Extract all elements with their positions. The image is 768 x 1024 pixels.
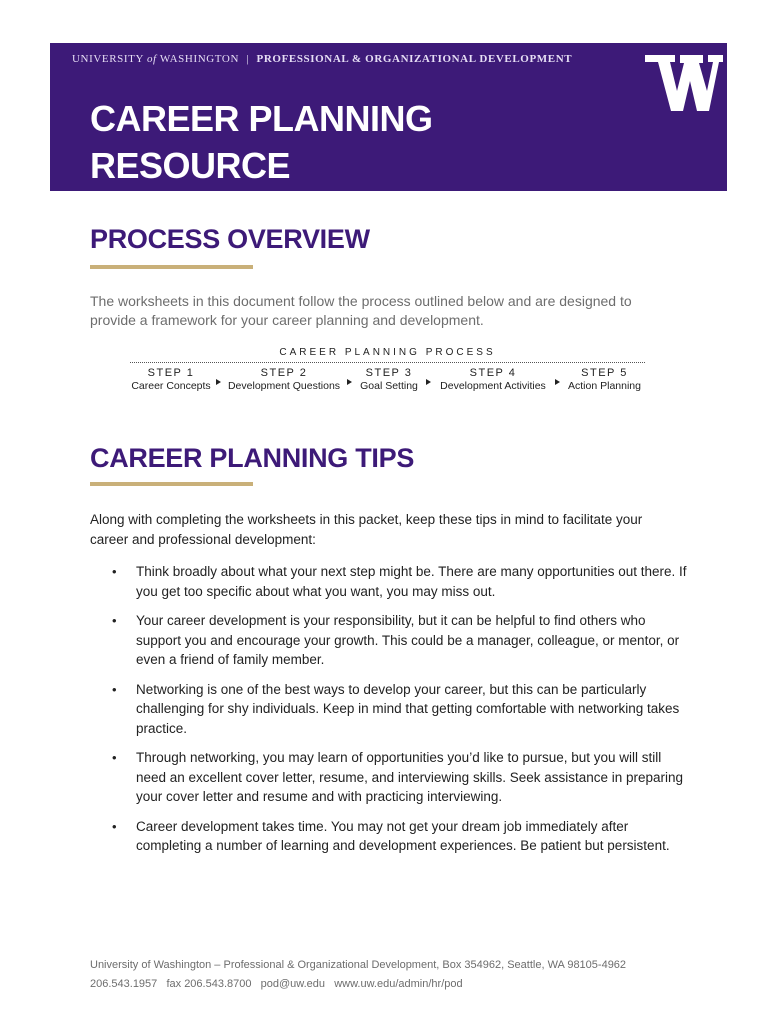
process-step-4	[435, 367, 551, 392]
tip-text: Through networking, you may learn of opportunities you’d like to pursue, but you will still need an excellent cover letter, resume, and interviewing skills. Seek assistance in preparing your cover letter and resume and with practicing interviewing.	[136, 750, 684, 804]
institution-name-post: WASHINGTON	[159, 53, 240, 65]
step-arrow-icon	[347, 379, 352, 385]
step-name: Development Activities	[440, 380, 546, 392]
step-name: Development Questions	[227, 380, 341, 392]
process-overview-rule	[90, 265, 253, 269]
process-overview-heading: PROCESS OVERVIEW	[90, 224, 370, 254]
process-diagram-rule	[130, 362, 645, 363]
tip-text: Career development takes time. You may not get your dream job immediately after completing a number of learning and development experiences. Be patient but persistent.	[136, 818, 670, 853]
process-intro-text: The worksheets in this document follow the process outlined below and are designed to provide a framework for your career planning and development.	[90, 293, 632, 328]
bullet-icon: •	[112, 613, 117, 628]
list-item	[112, 817, 687, 856]
bullet-icon: •	[112, 750, 117, 765]
header-banner	[50, 43, 727, 191]
process-diagram-title: CAREER PLANNING PROCESS	[279, 347, 496, 358]
footer-contact: 206.543.1957 fax 206.543.8700 pod@uw.edu www.uw.edu/admin/hr/pod	[90, 978, 463, 990]
step-name: Goal Setting	[360, 380, 418, 392]
step-number: STEP 5	[581, 367, 628, 379]
process-step-1	[130, 367, 212, 392]
list-item	[112, 748, 687, 807]
institution-line	[72, 53, 572, 65]
process-step-2	[226, 367, 342, 392]
step-number: STEP 1	[147, 367, 195, 379]
process-steps	[130, 367, 645, 397]
institution-name-pre: UNIVERSITY	[72, 53, 144, 65]
list-item	[112, 680, 687, 739]
document-title	[90, 95, 433, 189]
document-title-line1: CAREER PLANNING	[90, 98, 433, 139]
step-arrow-icon	[216, 379, 221, 385]
step-number: STEP 4	[469, 367, 517, 379]
list-item	[112, 562, 687, 601]
bullet-icon: •	[112, 564, 117, 579]
tip-text: Networking is one of the best ways to develop your career, but this can be particularly challenging for shy individuals. Keep in mind that getting comfortable with networking takes practice.	[136, 681, 680, 736]
bullet-icon: •	[112, 818, 117, 834]
institution-name-of: of	[146, 53, 157, 65]
tip-text: Think broadly about what your next step might be. There are many opportunities out there. If you get too specific about what you want, you may miss out.	[136, 564, 687, 599]
list-item	[112, 611, 687, 670]
institution-separator: |	[246, 53, 250, 65]
uw-w-logo-icon	[645, 51, 723, 115]
step-number: STEP 3	[365, 367, 413, 379]
footer-address: University of Washington – Professional & Organizational Development, Box 354962, Seattle, WA 98105-4962	[90, 959, 627, 971]
process-step-5	[564, 367, 645, 392]
step-number: STEP 2	[260, 367, 308, 379]
tips-list	[112, 562, 687, 866]
process-step-3	[356, 367, 422, 392]
step-arrow-icon	[555, 379, 560, 385]
step-name: Action Planning	[568, 380, 641, 392]
document-title-line2: RESOURCE	[90, 145, 291, 186]
career-tips-rule	[90, 482, 253, 486]
bullet-icon: •	[112, 681, 117, 697]
career-tips-heading: CAREER PLANNING TIPS	[90, 443, 415, 473]
page-footer	[90, 956, 690, 994]
tips-lead-text: Along with completing the worksheets in this packet, keep these tips in mind to facilitate your career and professional development:	[90, 512, 643, 547]
step-arrow-icon	[426, 379, 431, 385]
tip-text: Your career development is your responsibility, but it can be helpful to find others who support you and encourage your growth. This could be a manager, colleague, or mentor, or even a friend of family member.	[136, 613, 680, 667]
department-name: PROFESSIONAL & ORGANIZATIONAL DEVELOPMENT	[256, 53, 573, 65]
step-name: Career Concepts	[131, 380, 211, 392]
